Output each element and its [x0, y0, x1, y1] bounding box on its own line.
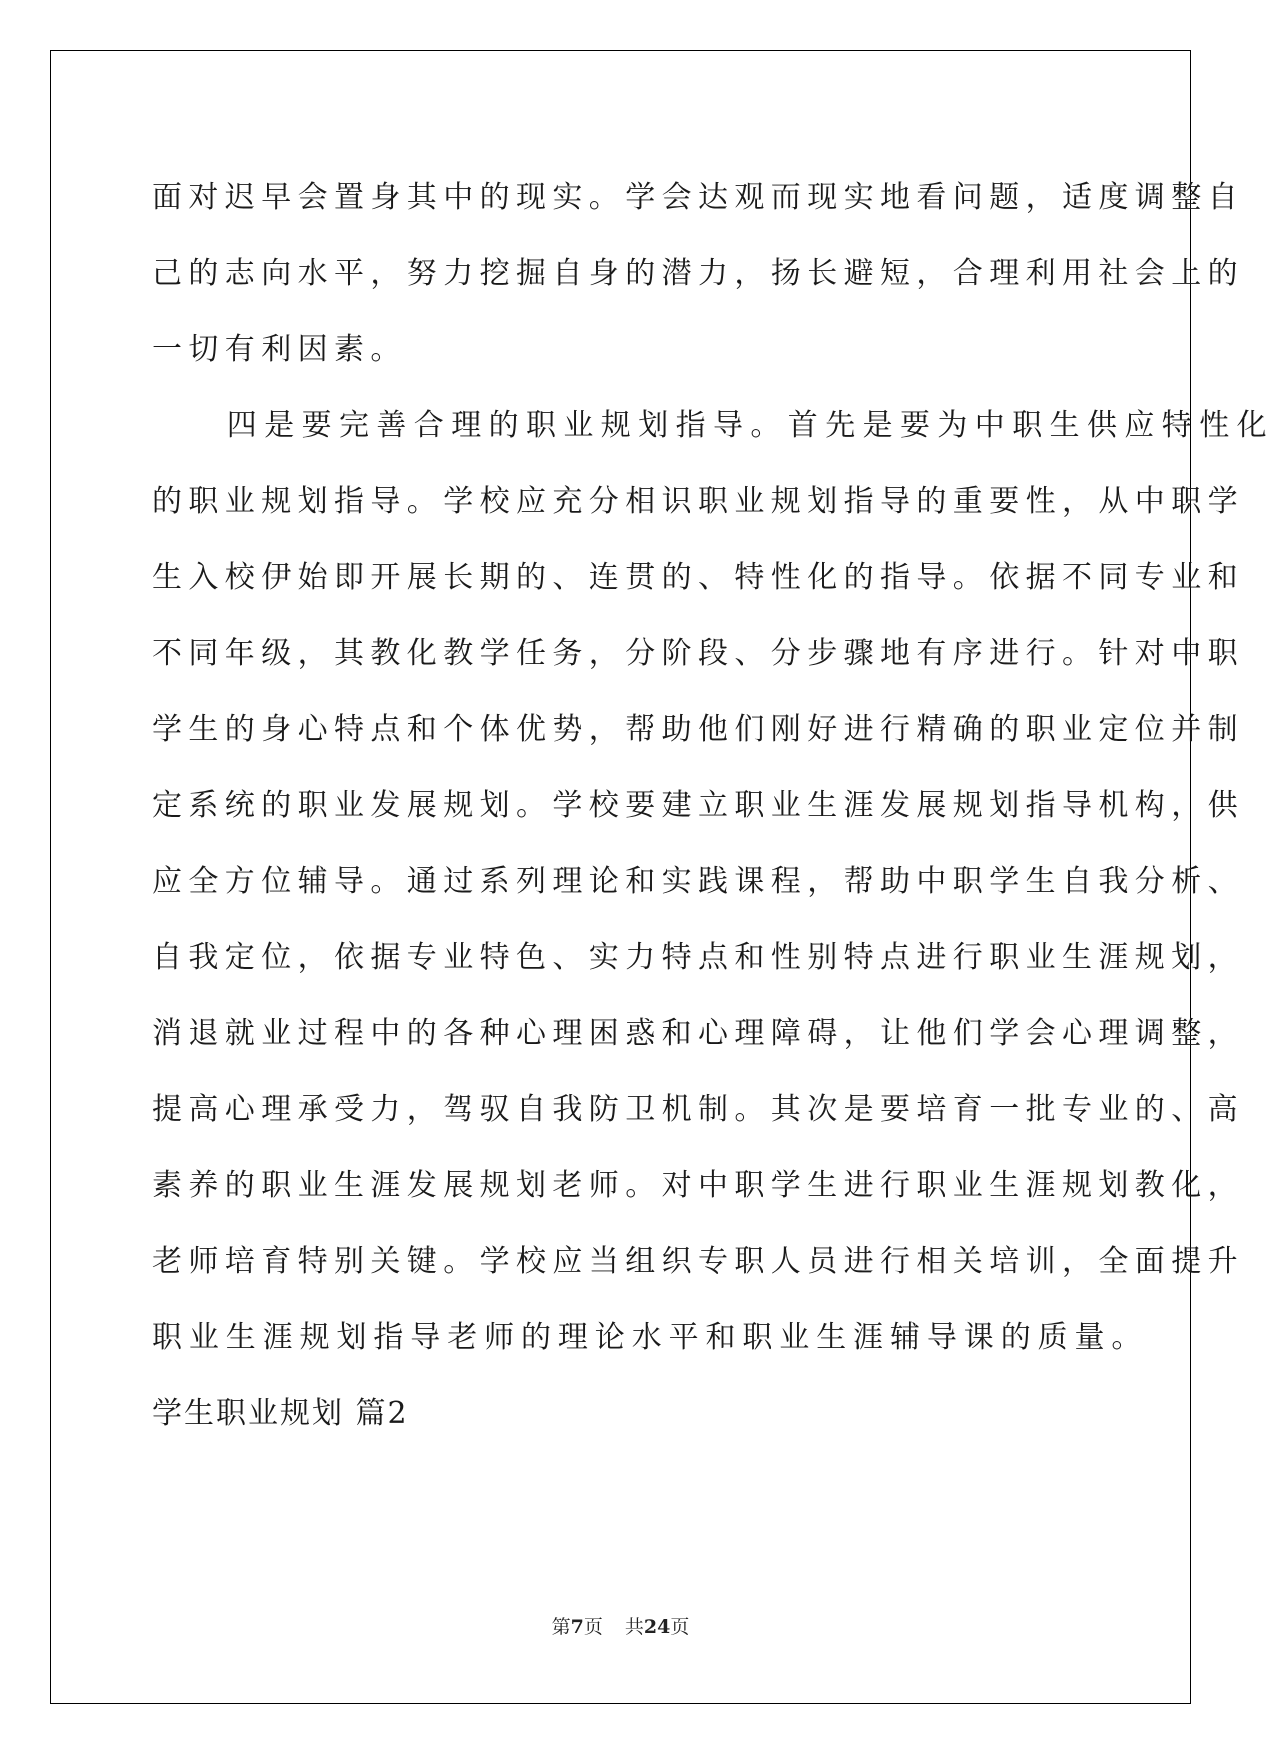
paragraph-line: 学生的身心特点和个体优势，帮助他们刚好进行精确的职业定位并制 — [152, 712, 1244, 747]
page-footer — [0, 1612, 1241, 1639]
paragraph-line: 己的志向水平，努力挖掘自身的潜力，扬长避短，合理利用社会上的 — [152, 256, 1244, 291]
paragraph-line: 定系统的职业发展规划。学校要建立职业生涯发展规划指导机构，供 — [152, 788, 1244, 823]
total-pages: 24 — [643, 1616, 671, 1638]
paragraph-line: 提高心理承受力，驾驭自我防卫机制。其次是要培育一批专业的、高 — [152, 1092, 1244, 1127]
paragraph-line: 的职业规划指导。学校应充分相识职业规划指导的重要性，从中职学 — [152, 484, 1244, 519]
paragraph-line: 应全方位辅导。通过系列理论和实践课程，帮助中职学生自我分析、 — [152, 864, 1244, 899]
total-suffix: 页 — [670, 1616, 690, 1638]
section-heading: 学生职业规划 篇2 — [152, 1396, 409, 1431]
paragraph-line: 生入校伊始即开展长期的、连贯的、特性化的指导。依据不同专业和 — [152, 560, 1244, 595]
paragraph-line: 素养的职业生涯发展规划老师。对中职学生进行职业生涯规划教化， — [152, 1168, 1244, 1203]
paragraph-line: 四是要完善合理的职业规划指导。首先是要为中职生供应特性化 — [152, 408, 1274, 443]
page-prefix: 第 — [551, 1616, 571, 1638]
page-suffix: 页 — [583, 1616, 603, 1638]
paragraph-line: 不同年级，其教化教学任务，分阶段、分步骤地有序进行。针对中职 — [152, 636, 1244, 671]
paragraph-line: 自我定位，依据专业特色、实力特点和性别特点进行职业生涯规划， — [152, 940, 1244, 975]
paragraph-line: 职业生涯规划指导老师的理论水平和职业生涯辅导课的质量。 — [152, 1320, 1149, 1355]
paragraph-line: 一切有利因素。 — [152, 332, 407, 367]
total-prefix: 共 — [624, 1616, 644, 1638]
paragraph-line: 面对迟早会置身其中的现实。学会达观而现实地看问题，适度调整自 — [152, 180, 1244, 215]
document-body — [152, 160, 1274, 1452]
paragraph-line: 老师培育特别关键。学校应当组织专职人员进行相关培训，全面提升 — [152, 1244, 1244, 1279]
paragraph-line: 消退就业过程中的各种心理困惑和心理障碍，让他们学会心理调整， — [152, 1016, 1244, 1051]
page-number: 7 — [570, 1616, 584, 1638]
